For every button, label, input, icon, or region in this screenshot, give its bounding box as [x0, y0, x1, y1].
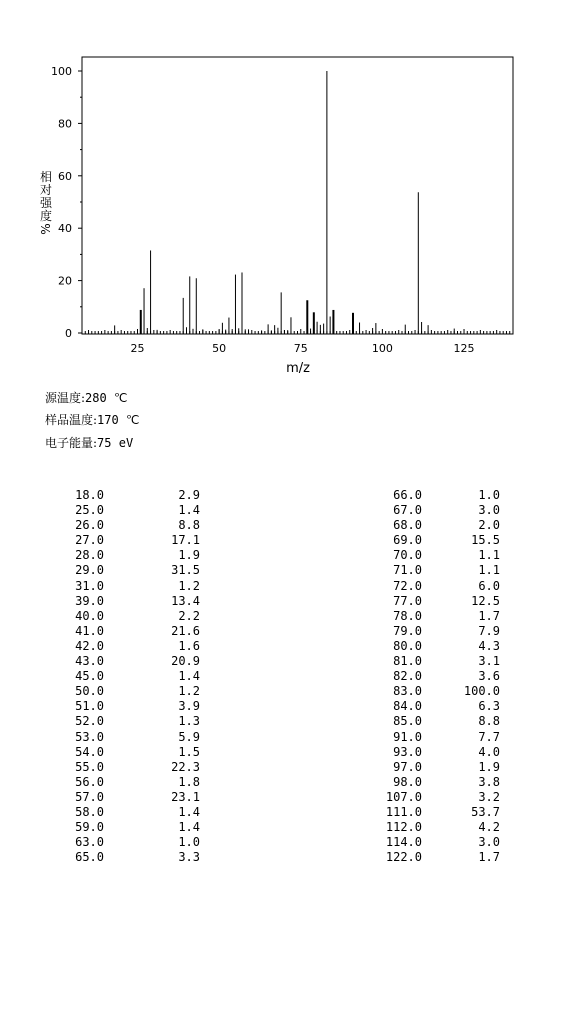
mz-value: 114.0 — [385, 835, 422, 850]
source-temperature-value: 280 ℃ — [85, 391, 128, 405]
table-row — [60, 714, 200, 729]
table-row — [360, 594, 500, 609]
intensity-value: 3.2 — [478, 789, 500, 804]
mz-value: 91.0 — [393, 729, 422, 744]
y-tick-label: 20 — [58, 274, 72, 288]
table-row — [60, 533, 200, 548]
table-row — [60, 548, 200, 563]
table-row — [360, 775, 500, 790]
intensity-value: 4.0 — [478, 744, 500, 759]
intensity-value: 8.8 — [478, 714, 500, 729]
sample-temperature — [45, 411, 139, 428]
table-row — [60, 805, 200, 820]
intensity-value: 1.9 — [478, 759, 500, 774]
x-tick-label: 125 — [453, 342, 475, 355]
peak-table-right — [360, 488, 500, 865]
table-row — [60, 760, 200, 775]
table-row — [60, 835, 200, 850]
table-row — [360, 669, 500, 684]
mz-value: 81.0 — [393, 654, 422, 669]
mz-value: 26.0 — [75, 518, 104, 533]
sample-temperature-label: 样品温度: — [45, 413, 98, 427]
intensity-value: 7.9 — [478, 623, 500, 638]
intensity-value: 12.5 — [471, 593, 500, 608]
mz-value: 69.0 — [393, 533, 422, 548]
mz-value: 78.0 — [393, 608, 422, 623]
intensity-value: 53.7 — [471, 804, 500, 819]
intensity-value: 3.0 — [478, 835, 500, 850]
source-temperature — [45, 389, 127, 406]
mz-value: 28.0 — [75, 548, 104, 563]
electron-energy — [45, 434, 133, 451]
intensity-value: 5.9 — [178, 729, 200, 744]
mz-value: 97.0 — [393, 759, 422, 774]
table-row — [360, 503, 500, 518]
table-row — [360, 488, 500, 503]
mz-value: 41.0 — [75, 623, 104, 638]
source-temperature-label: 源温度: — [45, 391, 86, 405]
mz-value: 111.0 — [385, 804, 422, 819]
table-row — [360, 790, 500, 805]
y-axis-label-char: % — [39, 223, 53, 235]
x-axis — [85, 329, 509, 355]
mz-value: 52.0 — [75, 714, 104, 729]
table-row — [60, 639, 200, 654]
intensity-value: 1.9 — [178, 548, 200, 563]
intensity-value: 17.1 — [171, 533, 200, 548]
mz-value: 27.0 — [75, 533, 104, 548]
table-row — [360, 654, 500, 669]
intensity-value: 1.1 — [478, 563, 500, 578]
mz-value: 107.0 — [385, 789, 422, 804]
y-axis-label-char: 对 — [39, 183, 53, 197]
mz-value: 31.0 — [75, 578, 104, 593]
intensity-value: 21.6 — [171, 623, 200, 638]
x-tick-label: 25 — [130, 342, 145, 355]
peak-table-left — [60, 488, 200, 865]
table-row — [60, 594, 200, 609]
intensity-value: 13.4 — [171, 593, 200, 608]
table-row — [60, 820, 200, 835]
intensity-value: 3.9 — [178, 699, 200, 714]
intensity-value: 3.8 — [478, 774, 500, 789]
mz-value: 70.0 — [393, 548, 422, 563]
mass-spectrum-chart — [0, 0, 570, 385]
x-tick-label: 50 — [212, 342, 227, 355]
mz-value: 53.0 — [75, 729, 104, 744]
table-row — [60, 624, 200, 639]
table-row — [360, 533, 500, 548]
mz-value: 80.0 — [393, 638, 422, 653]
intensity-value: 2.2 — [178, 608, 200, 623]
table-row — [360, 805, 500, 820]
mz-value: 57.0 — [75, 789, 104, 804]
mz-value: 51.0 — [75, 699, 104, 714]
mz-value: 29.0 — [75, 563, 104, 578]
intensity-value: 3.1 — [478, 654, 500, 669]
table-row — [360, 699, 500, 714]
sample-temperature-value: 170 ℃ — [97, 413, 140, 427]
mz-value: 71.0 — [393, 563, 422, 578]
intensity-value: 6.3 — [478, 699, 500, 714]
intensity-value: 1.0 — [478, 488, 500, 502]
table-row — [60, 684, 200, 699]
intensity-value: 22.3 — [171, 759, 200, 774]
mz-value: 79.0 — [393, 623, 422, 638]
x-tick-label: 100 — [371, 342, 393, 355]
intensity-value: 15.5 — [471, 533, 500, 548]
table-row — [60, 790, 200, 805]
table-row — [60, 609, 200, 624]
intensity-value: 7.7 — [478, 729, 500, 744]
mz-value: 25.0 — [75, 503, 104, 518]
intensity-value: 8.8 — [178, 518, 200, 533]
table-row — [360, 639, 500, 654]
intensity-value: 100.0 — [463, 684, 500, 699]
table-row — [360, 835, 500, 850]
mz-value: 56.0 — [75, 774, 104, 789]
table-row — [360, 518, 500, 533]
table-row — [360, 548, 500, 563]
intensity-value: 1.4 — [178, 804, 200, 819]
y-tick-label: 60 — [58, 169, 72, 183]
intensity-value: 1.5 — [178, 744, 200, 759]
intensity-value: 1.0 — [178, 835, 200, 850]
intensity-value: 1.7 — [478, 850, 500, 865]
y-axis-label — [39, 169, 53, 235]
table-row — [360, 730, 500, 745]
mz-value: 54.0 — [75, 744, 104, 759]
table-row — [360, 579, 500, 594]
table-row — [60, 730, 200, 745]
table-row — [60, 654, 200, 669]
table-row — [60, 850, 200, 865]
mz-value: 55.0 — [75, 759, 104, 774]
x-tick-label: 75 — [293, 342, 308, 355]
y-axis — [51, 65, 82, 340]
table-row — [360, 714, 500, 729]
mz-value: 82.0 — [393, 669, 422, 684]
intensity-value: 1.4 — [178, 669, 200, 684]
mz-value: 83.0 — [393, 684, 422, 699]
plot-frame — [82, 57, 513, 334]
table-row — [60, 488, 200, 503]
intensity-value: 1.2 — [178, 578, 200, 593]
intensity-value: 3.0 — [478, 503, 500, 518]
intensity-value: 1.3 — [178, 714, 200, 729]
table-row — [60, 579, 200, 594]
table-row — [360, 684, 500, 699]
y-tick-label: 0 — [65, 327, 72, 340]
table-row — [360, 609, 500, 624]
mz-value: 50.0 — [75, 684, 104, 699]
electron-energy-label: 电子能量: — [45, 436, 98, 450]
y-tick-label: 80 — [58, 117, 72, 131]
y-tick-label: 100 — [51, 65, 72, 78]
intensity-value: 1.2 — [178, 684, 200, 699]
table-row — [60, 699, 200, 714]
mz-value: 98.0 — [393, 774, 422, 789]
table-row — [60, 503, 200, 518]
intensity-value: 3.3 — [178, 850, 200, 865]
mz-value: 59.0 — [75, 820, 104, 835]
y-axis-label-char: 度 — [39, 209, 53, 223]
table-row — [360, 563, 500, 578]
table-row — [60, 518, 200, 533]
mz-value: 66.0 — [393, 488, 422, 502]
intensity-value: 1.4 — [178, 503, 200, 518]
mz-value: 63.0 — [75, 835, 104, 850]
table-row — [360, 820, 500, 835]
intensity-value: 6.0 — [478, 578, 500, 593]
intensity-value: 4.2 — [478, 820, 500, 835]
mz-value: 72.0 — [393, 578, 422, 593]
peak-bars — [115, 71, 455, 334]
intensity-value: 2.0 — [478, 518, 500, 533]
y-axis-label-char: 相 — [39, 170, 53, 184]
mz-value: 85.0 — [393, 714, 422, 729]
table-row — [360, 624, 500, 639]
x-axis-label: m/z — [286, 361, 310, 376]
mz-value: 42.0 — [75, 638, 104, 653]
mz-value: 58.0 — [75, 804, 104, 819]
intensity-value: 31.5 — [171, 563, 200, 578]
intensity-value: 1.6 — [178, 638, 200, 653]
mz-value: 93.0 — [393, 744, 422, 759]
intensity-value: 1.8 — [178, 774, 200, 789]
mz-value: 68.0 — [393, 518, 422, 533]
intensity-value: 1.7 — [478, 608, 500, 623]
intensity-value: 20.9 — [171, 654, 200, 669]
y-axis-label-char: 强 — [39, 196, 53, 210]
mz-value: 84.0 — [393, 699, 422, 714]
table-row — [60, 563, 200, 578]
mz-value: 45.0 — [75, 669, 104, 684]
mz-value: 65.0 — [75, 850, 104, 865]
table-row — [60, 775, 200, 790]
intensity-value: 4.3 — [478, 638, 500, 653]
mz-value: 40.0 — [75, 608, 104, 623]
mz-value: 77.0 — [393, 593, 422, 608]
y-tick-label: 40 — [58, 222, 72, 236]
table-row — [360, 850, 500, 865]
mz-value: 43.0 — [75, 654, 104, 669]
table-row — [60, 669, 200, 684]
table-row — [60, 745, 200, 760]
intensity-value: 2.9 — [178, 488, 200, 502]
table-row — [360, 745, 500, 760]
intensity-value: 1.1 — [478, 548, 500, 563]
table-row — [360, 760, 500, 775]
mz-value: 39.0 — [75, 593, 104, 608]
intensity-value: 3.6 — [478, 669, 500, 684]
intensity-value: 1.4 — [178, 820, 200, 835]
mz-value: 112.0 — [385, 820, 422, 835]
mz-value: 122.0 — [385, 850, 422, 865]
intensity-value: 23.1 — [171, 789, 200, 804]
electron-energy-value: 75 eV — [97, 436, 134, 450]
mz-value: 18.0 — [75, 488, 104, 502]
mz-value: 67.0 — [393, 503, 422, 518]
